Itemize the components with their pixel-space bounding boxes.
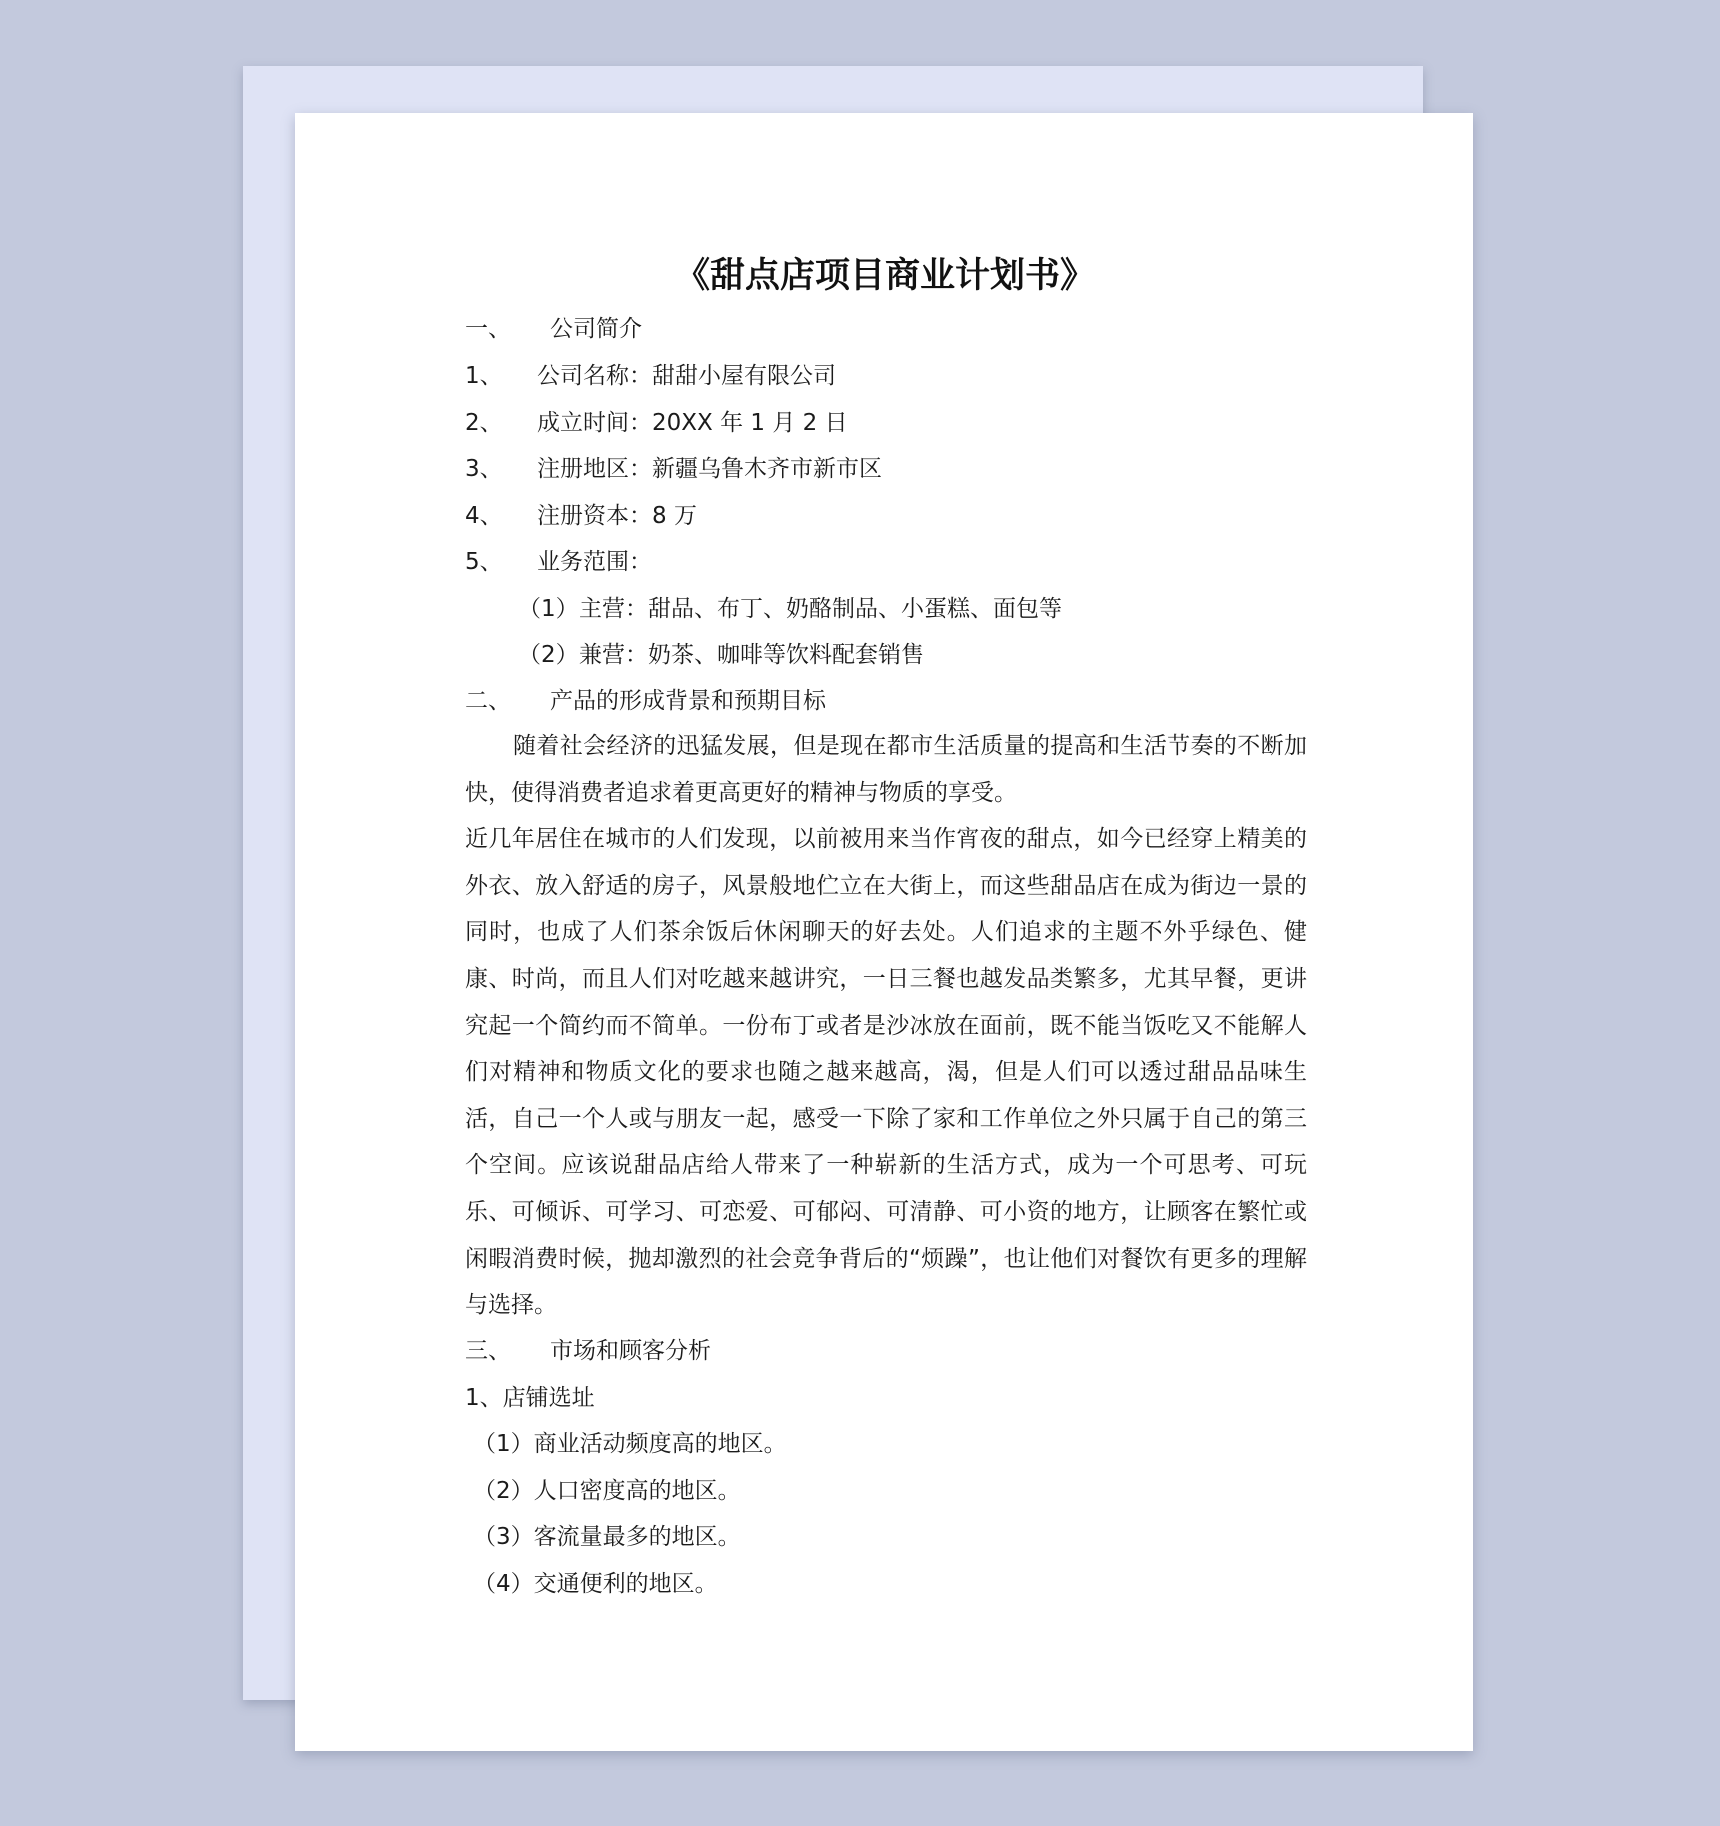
section-number: 二、 [465,688,511,714]
list-item [465,408,848,438]
list-item: （4）交通便利的地区。 [473,1571,718,1597]
section-1-heading [465,314,642,344]
item-text: 成立时间：20XX 年 1 月 2 日 [537,410,848,436]
list-item [465,547,652,577]
document-title: 《甜点店项目商业计划书》 [674,256,1095,296]
section-number: 三、 [465,1338,511,1364]
paragraph: 近几年居住在城市的人们发现，以前被用来当作宵夜的甜点，如今已经穿上精美的外衣、放入舒适的房子，风景般地伫立在大街上，而这些甜品店在成为街边一景的同时，也成了人们茶余饭后休闲聊天的好去处。人们追求的主题不外乎绿色、健康、时尚，而且人们对吃越来越讲究，一日三餐也越发品类繁多，尤其早餐，更讲究起一个简约而不简单。一份布丁或者是沙冰放在面前，既不能当饭吃又不能解人们对精神和物质文化的要求也随之越来越高，渴，但是人们可以透过甜品品味生活，自己一个人或与朋友一起，感受一下除了家和工作单位之外只属于自己的第三个空间。应该说甜品店给人带来了一种崭新的生活方式，成为一个可思考、可玩乐、可倾诉、可学习、可恋爱、可郁闷、可清静、可小资的地方，让顾客在繁忙或闲暇消费时候，抛却激烈的社会竞争背后的“烦躁”，也让他们对餐饮有更多的理解与选择。 [465,826,1307,1319]
list-item [465,454,882,484]
item-text: 注册资本：8 万 [537,503,697,529]
list-item: （3）客流量最多的地区。 [473,1524,741,1550]
item-text: 注册地区：新疆乌鲁木齐市新市区 [537,456,882,482]
sub-heading: 1、店铺选址 [465,1385,595,1411]
section-3-heading [465,1336,711,1366]
item-number: 1、 [465,363,503,389]
list-item [465,501,697,531]
list-item: （2）人口密度高的地区。 [473,1478,741,1504]
item-text: 兼营：奶茶、咖啡等饮料配套销售 [579,642,924,668]
list-item: （1）商业活动频度高的地区。 [473,1431,787,1457]
item-text: 主营：甜品、布丁、奶酪制品、小蛋糕、面包等 [579,596,1062,622]
sub-list-item [518,594,1062,624]
item-number: 5、 [465,549,503,575]
section-number: 一、 [465,316,511,342]
item-number: 4、 [465,503,503,529]
section-2-body [465,723,1307,1329]
section-title: 产品的形成背景和预期目标 [550,688,826,714]
item-number: 3、 [465,456,503,482]
item-number: 2、 [465,410,503,436]
item-text: 公司名称：甜甜小屋有限公司 [537,363,836,389]
sub-list-item [518,640,924,670]
item-text: 业务范围： [537,549,652,575]
section-title: 市场和顾客分析 [550,1338,711,1364]
section-2-heading [465,686,826,716]
paragraph: 随着社会经济的迅猛发展，但是现在都市生活质量的提高和生活节奏的不断加快，使得消费者追求着更高更好的精神与物质的享受。 [465,733,1307,806]
section-title: 公司简介 [550,316,642,342]
item-number: （2） [518,642,579,668]
list-item [465,361,836,391]
item-number: （1） [518,596,579,622]
